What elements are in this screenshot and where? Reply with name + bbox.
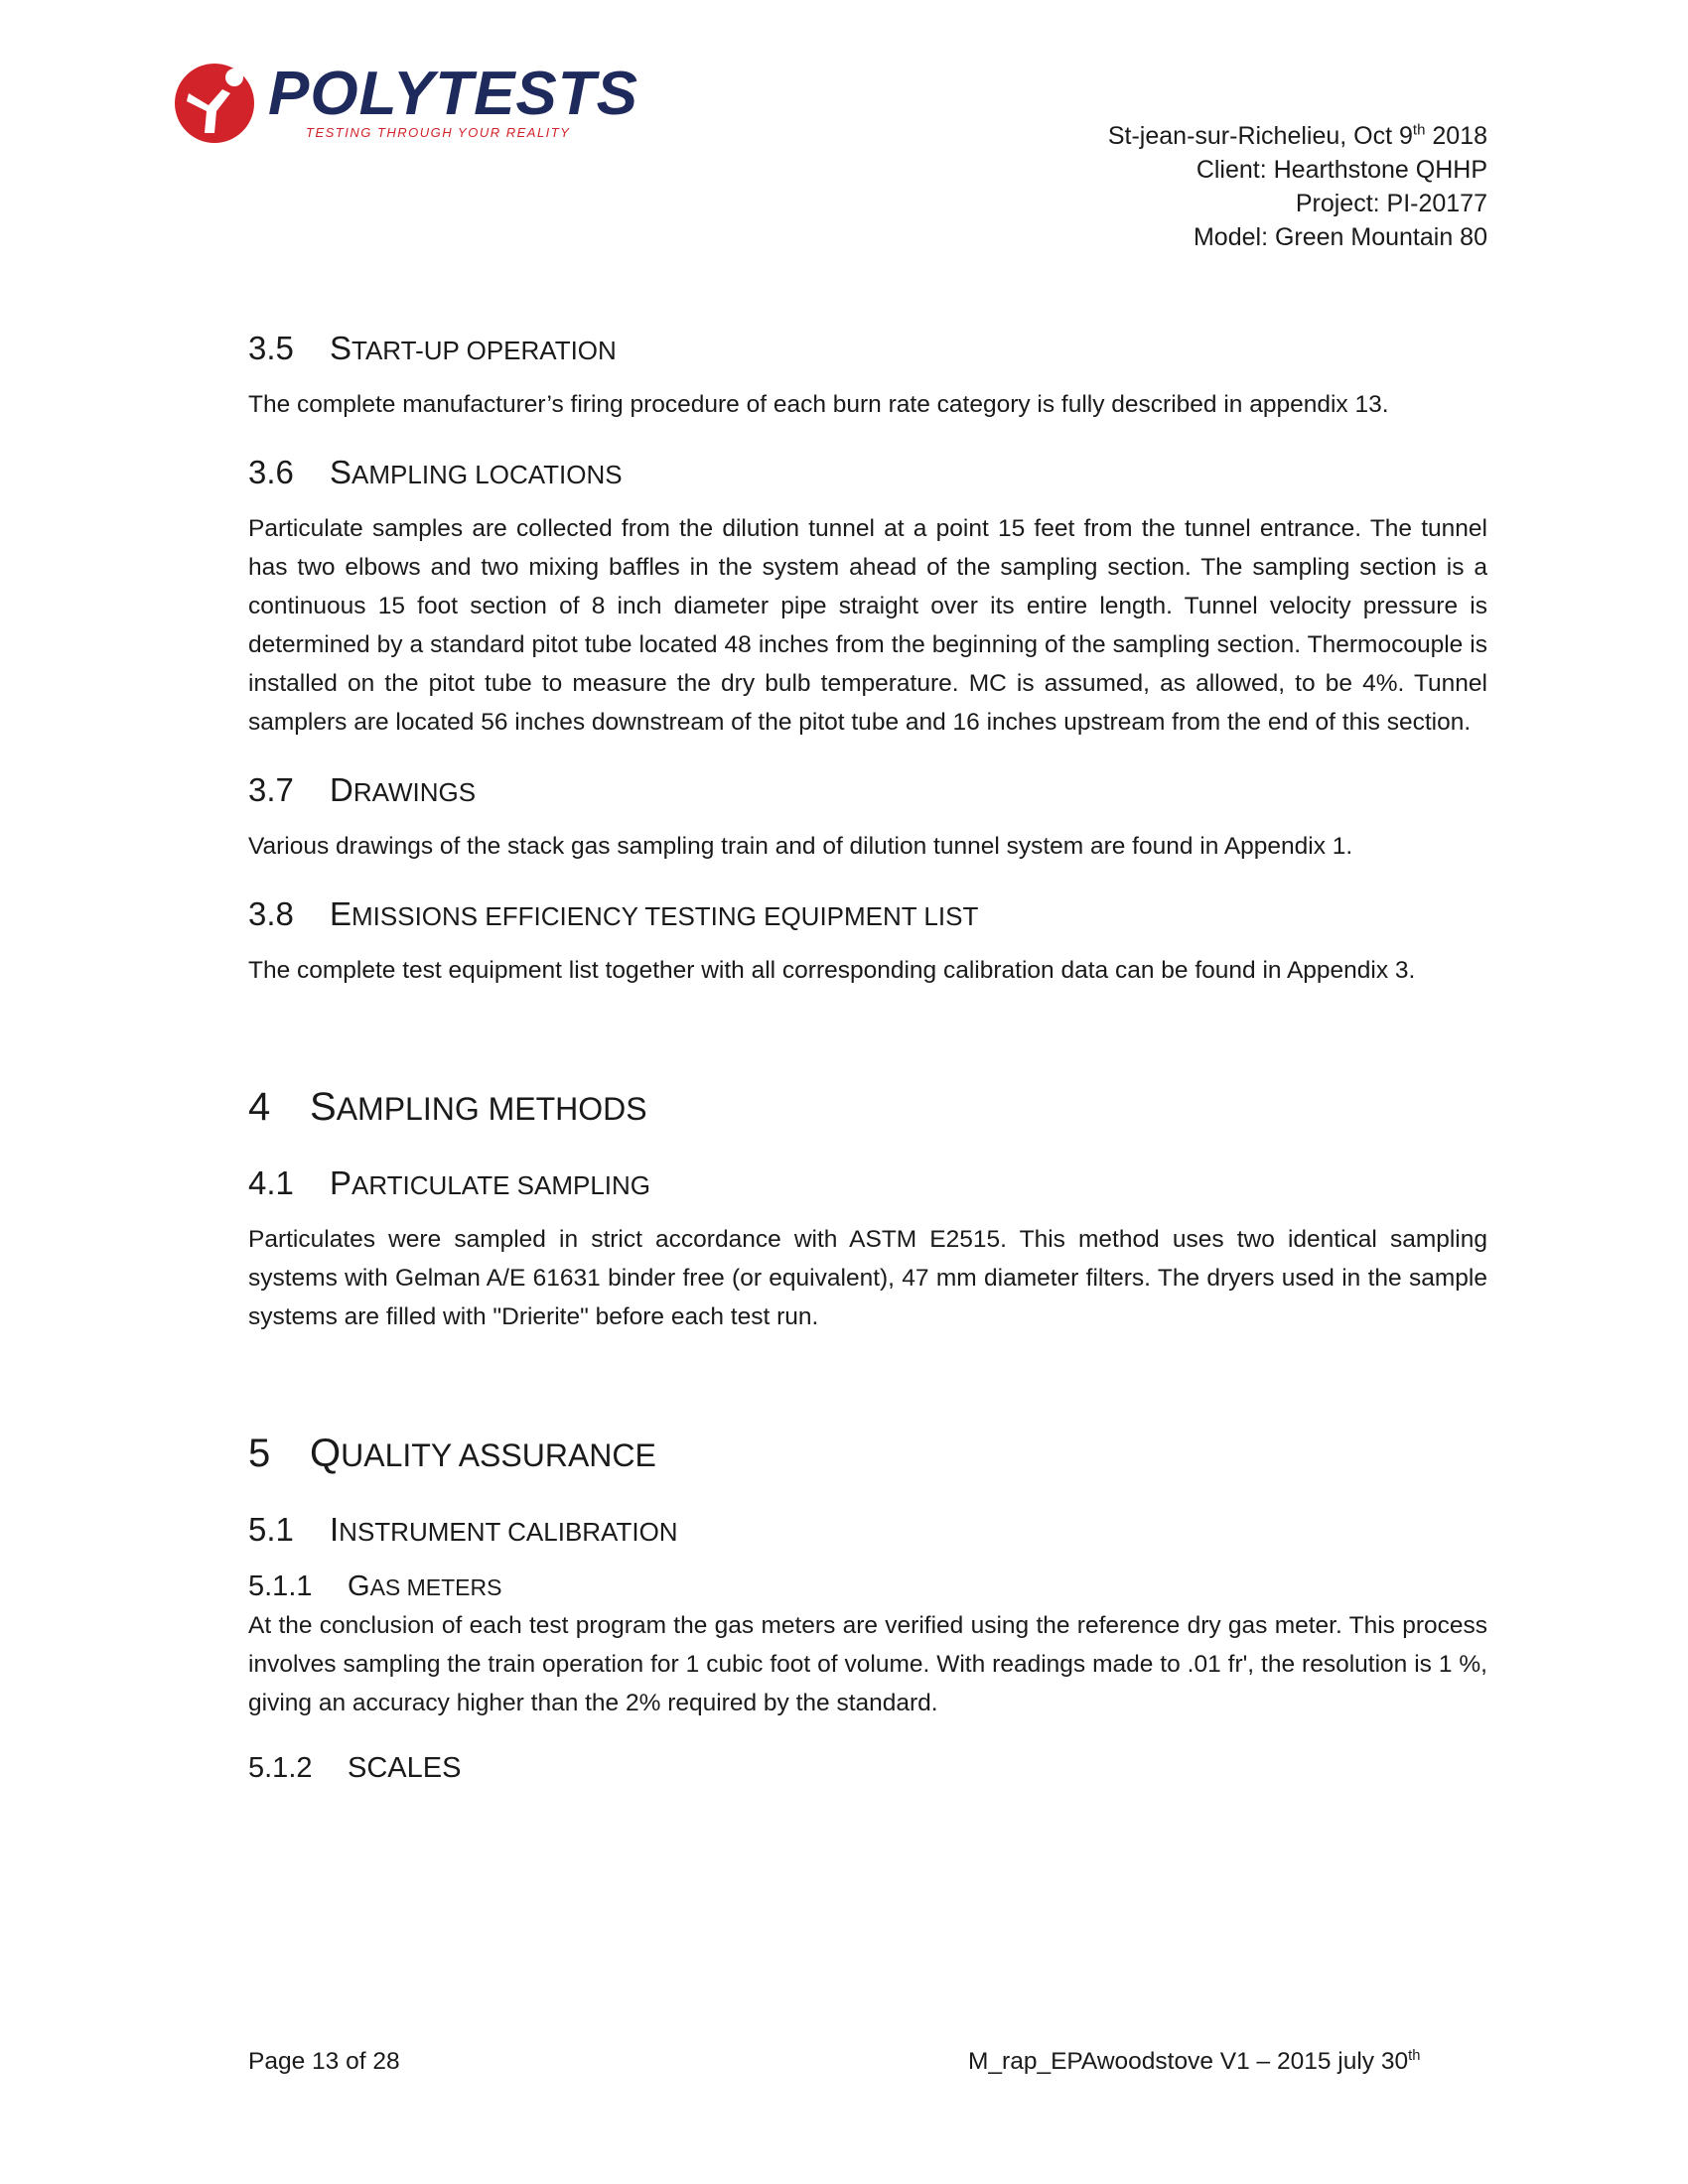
heading-3-5: 3.5 START-UP OPERATION [248, 330, 617, 366]
paragraph-3-6: Particulate samples are collected from the dilution tunnel at a point 15 feet from the tunnel entrance. The tunnel has two elbows and two mixing baffles in the system ahead of the sampling section. The sampling section is a continuous 15 foot section of 8 inch diameter pipe straight over its entire length. Tunnel velocity pressure is determined by a standard pitot tube located 48 inches from the beginning of the sampling section. Thermocouple is installed on the pitot tube to measure the dry bulb temperature. MC is assumed, as allowed, to be 4%. Tunnel samplers are located 56 inches downstream of the pitot tube and 16 inches upstream from the end of this section. [248, 515, 1487, 736]
paragraph-3-5: The complete manufacturer’s firing procedure of each burn rate category is fully described in appendix 13. [248, 391, 1389, 418]
logo-tagline: TESTING THROUGH YOUR REALITY [306, 125, 571, 140]
heading-5: 5 QUALITY ASSURANCE [248, 1432, 656, 1475]
heading-3-7: 3.7 DRAWINGS [248, 771, 477, 808]
header-model: Model: Green Mountain 80 [1193, 223, 1487, 251]
company-logo [171, 58, 639, 147]
page-content [248, 326, 1487, 1788]
heading-4-1: 4.1 PARTICULATE SAMPLING [248, 1164, 651, 1201]
paragraph-4-1: Particulates were sampled in strict accordance with ASTM E2515. This method uses two identical sampling systems with Gelman A/E 61631 binder free (or equivalent), 47 mm diameter filters. The dryers used in the sample systems are filled with "Drierite" before each test run. [248, 1226, 1487, 1330]
document-header-info [1108, 119, 1487, 254]
polytests-logo-icon [171, 60, 260, 145]
heading-3-6: 3.6 SAMPLING LOCATIONS [248, 454, 623, 490]
paragraph-3-7: Various drawings of the stack gas sampling train and of dilution tunnel system are found in Appendix 1. [248, 833, 1353, 860]
heading-5-1: 5.1 INSTRUMENT CALIBRATION [248, 1511, 678, 1548]
document-reference: M_rap_EPAwoodstove V1 – 2015 july 30th [968, 2047, 1421, 2075]
paragraph-3-8: The complete test equipment list together with all corresponding calibration data can be found in Appendix 3. [248, 957, 1416, 984]
heading-4: 4 SAMPLING METHODS [248, 1085, 647, 1129]
heading-5-1-1: 5.1.1 GAS METERS [248, 1570, 502, 1602]
heading-5-1-2: 5.1.2 SCALES [248, 1752, 462, 1784]
header-client: Client: Hearthstone QHHP [1196, 156, 1487, 184]
paragraph-5-1-1: At the conclusion of each test program the gas meters are verified using the reference dry gas meter. This process involves sampling the train operation for 1 cubic foot of volume. With readings made to .01 fr', the resolution is 1 %, giving an accuracy higher than the 2% required by the standard. [248, 1612, 1487, 1716]
header-location-date: St-jean-sur-Richelieu, Oct 9th 2018 [1107, 121, 1487, 150]
page-number: Page 13 of 28 [248, 2048, 400, 2075]
header-project: Project: PI-20177 [1295, 190, 1487, 217]
heading-3-8: 3.8 EMISSIONS EFFICIENCY TESTING EQUIPMENT LIST [248, 895, 979, 932]
logo-wordmark: POLYTESTS [268, 60, 639, 128]
